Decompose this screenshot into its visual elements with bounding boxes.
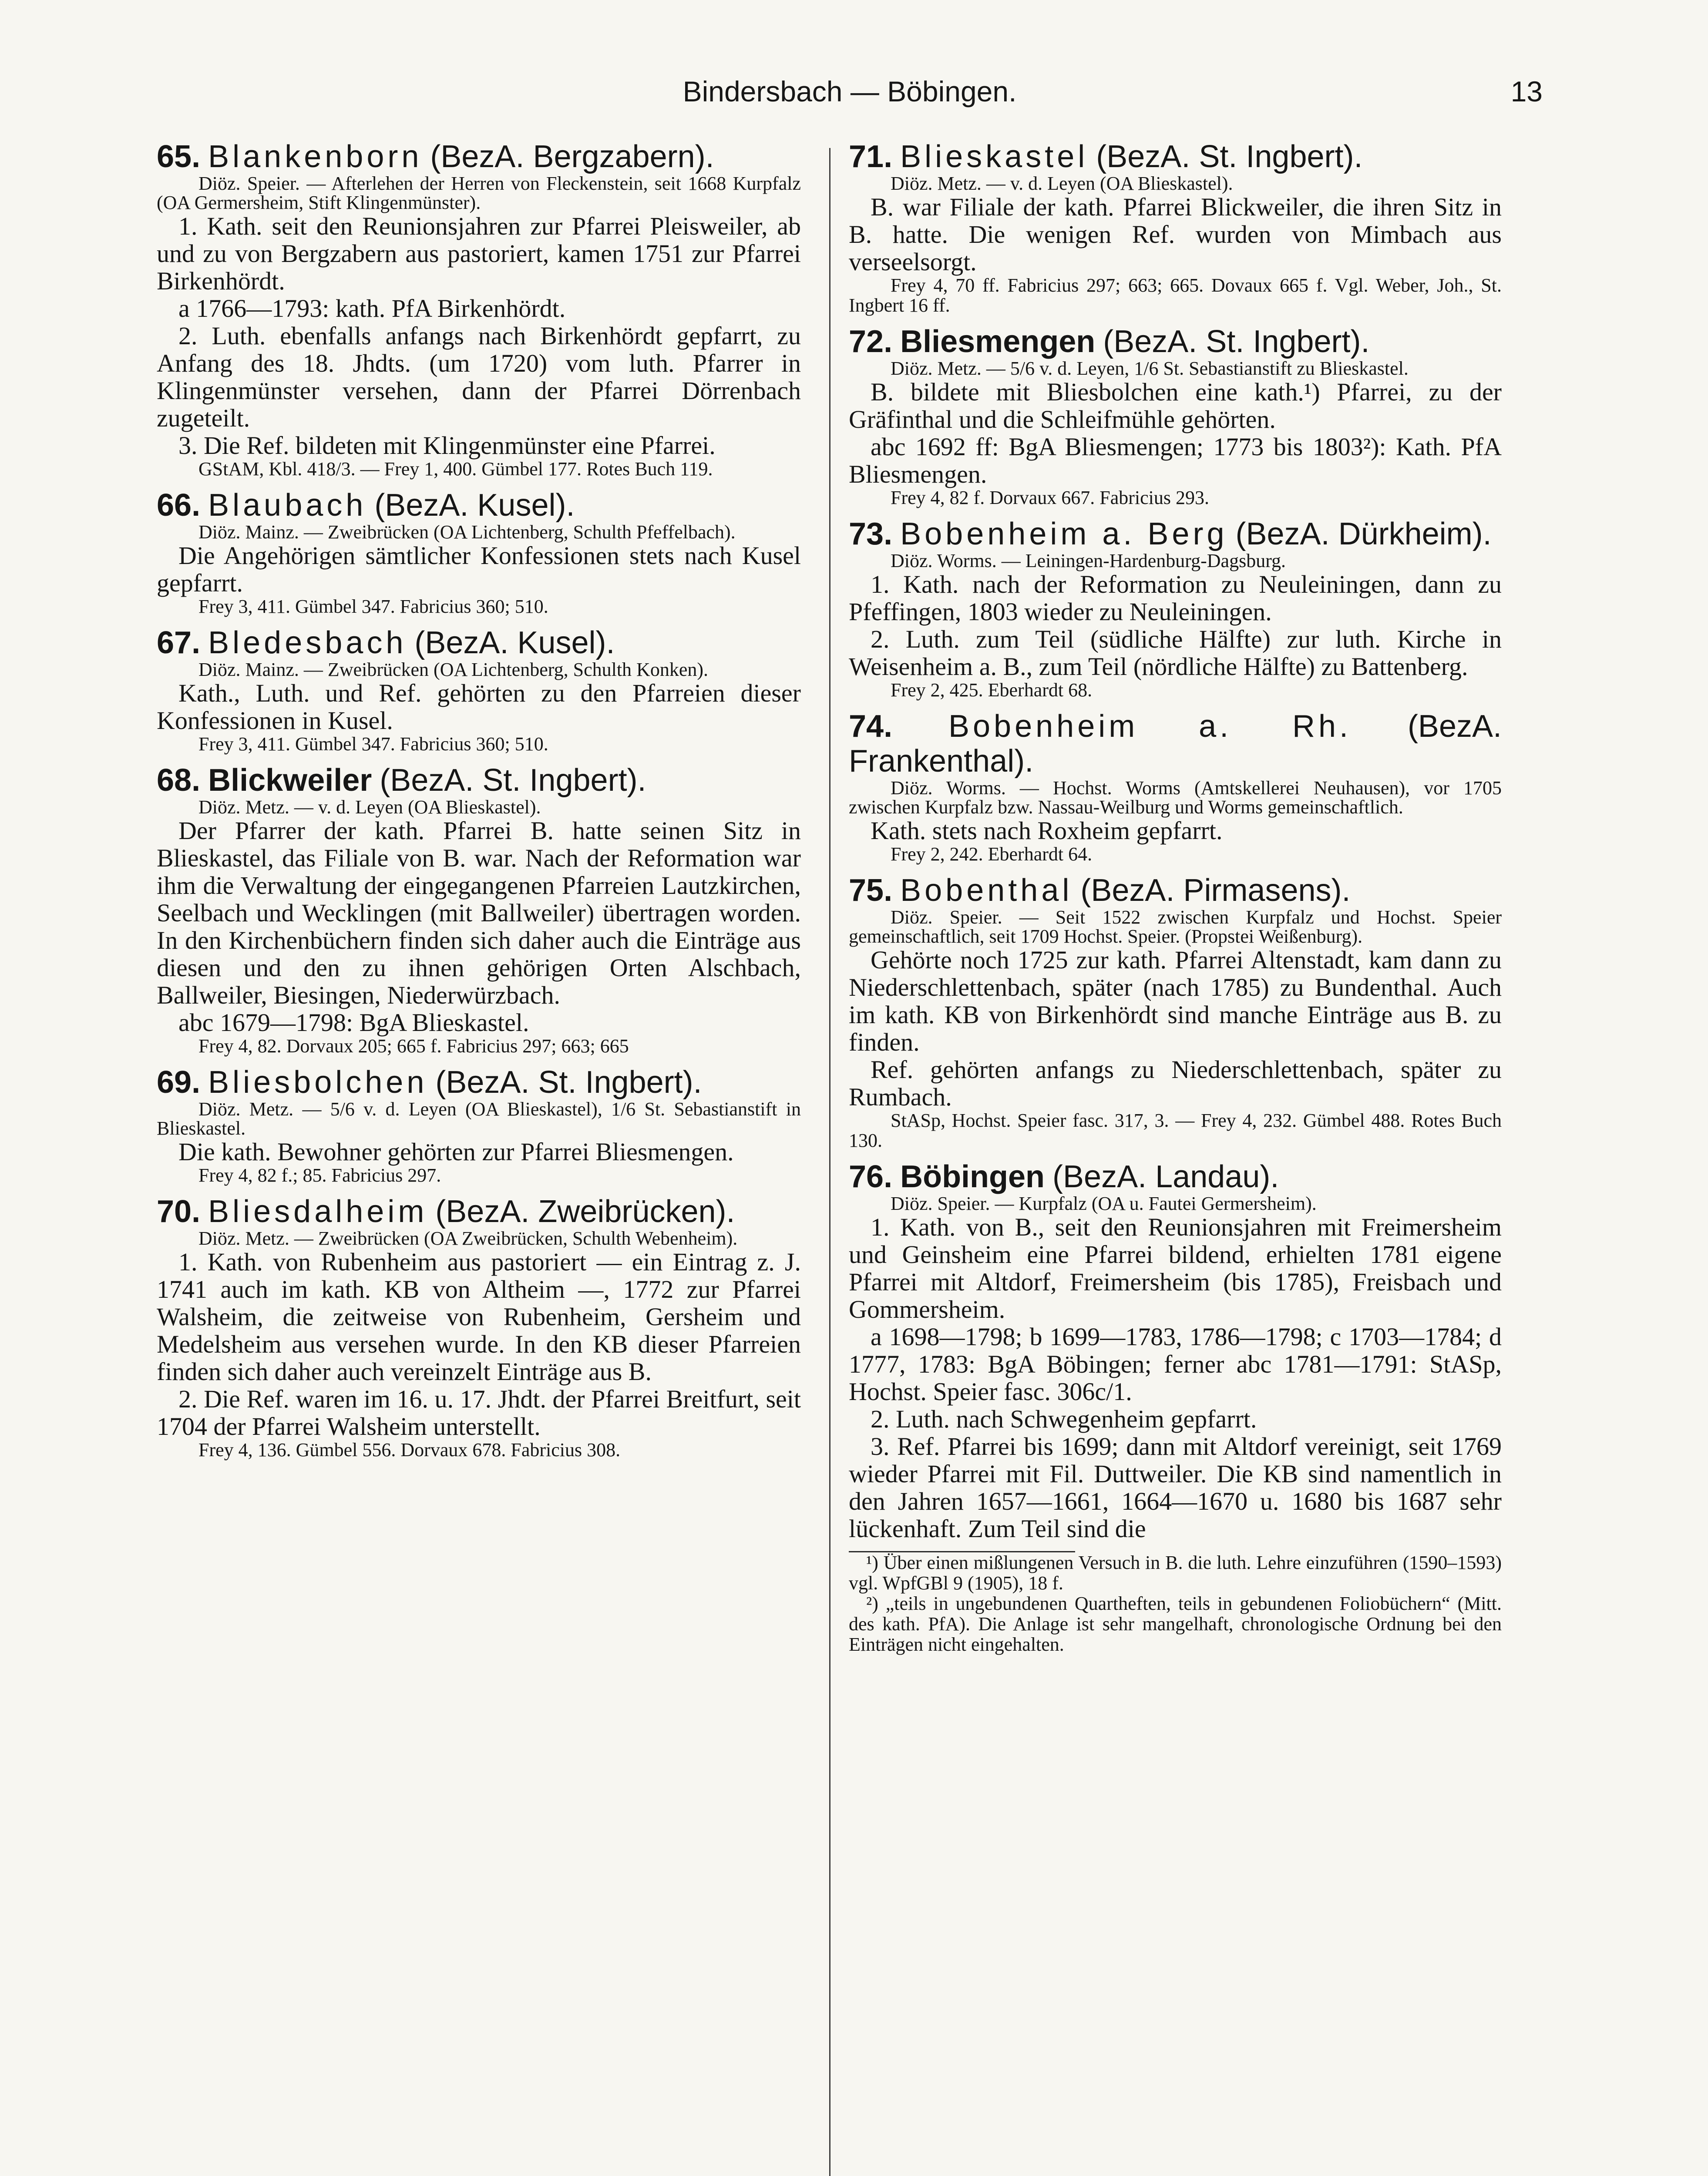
entry-heading xyxy=(849,139,1502,174)
entry-heading xyxy=(849,1159,1502,1194)
entry-heading xyxy=(849,873,1502,908)
page-number: 13 xyxy=(1510,75,1543,107)
entry-paragraph: 3. Ref. Pfarrei bis 1699; dann mit Altdorf vereinigt, seit 1769 wieder Pfarrei mit Fil. Duttweiler. Die KB sind namentlich in den Jahren 1657—1661, 1664—1670 u. 1680 bis 1687 sehr lückenhaft. Zum Teil sind die xyxy=(849,1432,1502,1543)
entry-meta: Diöz. Speier. — Kurpfalz (OA u. Fautei Germersheim). xyxy=(891,1193,1317,1214)
entry-number: 74. xyxy=(849,709,893,744)
entry-number: 70. xyxy=(157,1194,201,1229)
place-name: Bliesmengen xyxy=(900,324,1096,359)
entry-number: 69. xyxy=(157,1065,201,1100)
entry-sources: StASp, Hochst. Speier fasc. 317, 3. — Frey 4, 232. Gümbel 488. Rotes Buch 130. xyxy=(849,1110,1502,1151)
entry-sources: Frey 2, 425. Eberhardt 68. xyxy=(891,679,1093,701)
entry-paragraph: 1. Kath. von B., seit den Reunionsjahren mit Freimersheim und Geinsheim eine Pfarrei bildend, erhielten 1781 eigene Pfarrei mit Altdorf, Freimersheim (bis 1785), Freisbach und Gommersheim. xyxy=(849,1213,1502,1323)
entry-73 xyxy=(849,517,1502,700)
place-name: Bobenheim a. Berg xyxy=(900,517,1228,551)
entry-66 xyxy=(157,488,801,617)
entry-paragraph: Kath., Luth. und Ref. gehörten zu den Pfarreien dieser Konfessionen in Kusel. xyxy=(157,679,801,735)
entry-paragraph: a 1766—1793: kath. PfA Birkenhördt. xyxy=(178,294,566,322)
entry-71 xyxy=(849,139,1502,316)
entry-75 xyxy=(849,873,1502,1151)
entry-meta: Diöz. Metz. — 5/6 v. d. Leyen, 1/6 St. Sebastianstift zu Blieskastel. xyxy=(891,358,1409,379)
entry-number: 66. xyxy=(157,488,201,523)
entry-meta: Diöz. Speier. — Seit 1522 zwischen Kurpfalz und Hochst. Speier gemeinschaftlich, seit 1709 Hochst. Speier. (Propstei Weißenburg). xyxy=(849,907,1502,947)
place-name: Blankenborn xyxy=(208,139,423,174)
entry-heading xyxy=(849,517,1502,551)
entry-heading xyxy=(157,1065,801,1100)
district: (BezA. Pirmasens). xyxy=(1080,873,1351,908)
entry-meta: Diöz. Metz. — 5/6 v. d. Leyen (OA Blieskastel), 1/6 St. Sebastianstift in Blieskastel. xyxy=(157,1098,801,1139)
entry-meta: Diöz. Metz. — v. d. Leyen (OA Blieskastel). xyxy=(198,796,541,818)
place-name: Bledesbach xyxy=(208,625,407,660)
place-name: Bobenthal xyxy=(900,873,1073,908)
entry-paragraph: 1. Kath. nach der Reformation zu Neuleiningen, dann zu Pfeffingen, 1803 wieder zu Neuleiningen. xyxy=(849,570,1502,626)
entry-heading xyxy=(849,709,1502,779)
entry-paragraph: abc 1692 ff: BgA Bliesmengen; 1773 bis 1803²): Kath. PfA Bliesmengen. xyxy=(849,433,1502,488)
entry-68 xyxy=(157,763,801,1056)
entry-sources: Frey 4, 136. Gümbel 556. Dorvaux 678. Fabricius 308. xyxy=(198,1439,621,1461)
district: (BezA. Landau). xyxy=(1052,1159,1279,1194)
place-name: Bliesbolchen xyxy=(208,1065,428,1100)
page-title: Bindersbach — Böbingen. xyxy=(683,75,1017,107)
entry-paragraph: Gehörte noch 1725 zur kath. Pfarrei Altenstadt, kam dann zu Niederschlettenbach, später (nach 1785) zu Bundenthal. Auch im kath. KB von Birkenhördt sind manche Einträge aus B. zu finden. xyxy=(849,946,1502,1056)
place-name: Blieskastel xyxy=(900,139,1089,174)
entry-74 xyxy=(849,709,1502,864)
entry-paragraph: 2. Luth. nach Schwegenheim gepfarrt. xyxy=(871,1405,1257,1433)
entry-number: 67. xyxy=(157,625,201,660)
entry-meta: Diöz. Mainz. — Zweibrücken (OA Lichtenberg, Schulth Pfeffelbach). xyxy=(198,521,736,543)
column-divider xyxy=(829,148,830,2176)
entry-heading xyxy=(157,488,801,523)
entry-number: 73. xyxy=(849,517,893,551)
district: (BezA. St. Ingbert). xyxy=(435,1065,702,1100)
right-column xyxy=(849,139,1502,2176)
entry-paragraph: B. bildete mit Bliesbolchen eine kath.¹) Pfarrei, zu der Gräfinthal und die Schleifmühle gehörten. xyxy=(849,378,1502,433)
entry-heading xyxy=(849,324,1502,359)
entry-number: 71. xyxy=(849,139,893,174)
entry-heading xyxy=(157,625,801,660)
district: (BezA. St. Ingbert). xyxy=(1103,324,1370,359)
entry-paragraph: Kath. stets nach Roxheim gepfarrt. xyxy=(871,816,1223,845)
entry-70 xyxy=(157,1194,801,1460)
entry-paragraph: 3. Die Ref. bildeten mit Klingenmünster eine Pfarrei. xyxy=(178,431,716,460)
entry-number: 68. xyxy=(157,763,201,798)
district: (BezA. Zweibrücken). xyxy=(435,1194,735,1229)
entry-meta: Diöz. Metz. — v. d. Leyen (OA Blieskastel). xyxy=(891,173,1233,194)
entry-paragraph: B. war Filiale der kath. Pfarrei Blickweiler, die ihren Sitz in B. hatte. Die wenigen Ref. wurden von Mimbach aus verseelsorgt. xyxy=(849,193,1502,276)
entry-paragraph: Die kath. Bewohner gehörten zur Pfarrei Bliesmengen. xyxy=(178,1138,734,1166)
entry-sources: Frey 2, 242. Eberhardt 64. xyxy=(891,843,1093,865)
entry-72 xyxy=(849,324,1502,508)
running-header xyxy=(157,65,1543,118)
entry-heading xyxy=(157,763,801,798)
district: (BezA. Dürkheim). xyxy=(1235,517,1492,551)
entry-paragraph: 1. Kath. seit den Reunionsjahren zur Pfarrei Pleisweiler, ab und zu von Bergzabern aus pastoriert, kamen 1751 zur Pfarrei Birkenhördt. xyxy=(157,212,801,295)
place-name: Bliesdalheim xyxy=(208,1194,428,1229)
left-column xyxy=(157,139,801,2176)
entry-sources: Frey 4, 82. Dorvaux 205; 665 f. Fabricius 297; 663; 665 xyxy=(198,1035,629,1057)
entry-heading xyxy=(157,139,801,174)
entry-meta: Diöz. Mainz. — Zweibrücken (OA Lichtenberg, Schulth Konken). xyxy=(198,659,709,680)
entry-sources: GStAM, Kbl. 418/3. — Frey 1, 400. Gümbel 177. Rotes Buch 119. xyxy=(198,458,713,480)
place-name: Blaubach xyxy=(208,488,367,523)
entry-sources: Frey 3, 411. Gümbel 347. Fabricius 360; 510. xyxy=(198,596,548,617)
entry-76 xyxy=(849,1159,1502,1542)
entry-paragraph: Ref. gehörten anfangs zu Niederschlettenbach, später zu Rumbach. xyxy=(849,1055,1502,1111)
district: (BezA. Kusel). xyxy=(374,488,575,523)
district: (BezA. Frankenthal). xyxy=(849,709,1502,779)
entry-paragraph: abc 1679—1798: BgA Blieskastel. xyxy=(178,1008,529,1037)
entry-meta: Diöz. Worms. — Hochst. Worms (Amtskellerei Neuhausen), vor 1705 zwischen Kurpfalz bzw. Nassau-Weilburg und Worms gemeinschaftlich. xyxy=(849,777,1502,818)
entry-65 xyxy=(157,139,801,479)
entry-heading xyxy=(157,1194,801,1229)
district: (BezA. St. Ingbert). xyxy=(380,763,646,798)
entry-paragraph: 2. Luth. ebenfalls anfangs nach Birkenhördt gepfarrt, zu Anfang des 18. Jhdts. (um 1720) vom luth. Pfarrer in Klingenmünster versehen, dann der Pfarrei Dörrenbach zugeteilt. xyxy=(157,322,801,432)
entry-sources: Frey 4, 70 ff. Fabricius 297; 663; 665. Dovaux 665 f. Vgl. Weber, Joh., St. Ingbert 16 ff. xyxy=(849,275,1502,316)
entry-number: 75. xyxy=(849,873,893,908)
entry-number: 76. xyxy=(849,1159,893,1194)
entry-number: 65. xyxy=(157,139,201,174)
entry-69 xyxy=(157,1065,801,1185)
footnote-1: ¹) Über einen mißlungenen Versuch in B. die luth. Lehre einzuführen (1590–1593) vgl. WpfGBl 9 (1905), 18 f. xyxy=(849,1552,1502,1594)
district: (BezA. Kusel). xyxy=(414,625,615,660)
entry-sources: Frey 4, 82 f.; 85. Fabricius 297. xyxy=(198,1165,441,1186)
place-name: Bobenheim a. Rh. xyxy=(948,709,1352,744)
entry-number: 72. xyxy=(849,324,893,359)
entry-meta: Diöz. Worms. — Leiningen-Hardenburg-Dagsburg. xyxy=(891,550,1286,571)
entry-meta: Diöz. Speier. — Afterlehen der Herren von Fleckenstein, seit 1668 Kurpfalz (OA Germersheim, Stift Klingenmünster). xyxy=(157,173,801,213)
entry-sources: Frey 4, 82 f. Dorvaux 667. Fabricius 293. xyxy=(891,487,1210,508)
place-name: Böbingen xyxy=(900,1159,1045,1194)
entry-paragraph: 2. Luth. zum Teil (südliche Hälfte) zur luth. Kirche in Weisenheim a. B., zum Teil (nördliche Hälfte) zu Battenberg. xyxy=(849,625,1502,681)
district: (BezA. St. Ingbert). xyxy=(1096,139,1363,174)
entry-67 xyxy=(157,625,801,754)
footnote-2: ²) „teils in ungebundenen Quartheften, teils in gebundenen Foliobüchern“ (Mitt. des kath. PfA). Die Anlage ist sehr mangelhaft, chronologische Ordnung bei den Einträgen nicht eingehalten. xyxy=(849,1593,1502,1655)
entry-meta: Diöz. Metz. — Zweibrücken (OA Zweibrücken, Schulth Webenheim). xyxy=(198,1228,738,1249)
district: (BezA. Bergzabern). xyxy=(430,139,714,174)
entry-paragraph: 2. Die Ref. waren im 16. u. 17. Jhdt. der Pfarrei Breitfurt, seit 1704 der Pfarrei Walsheim unterstellt. xyxy=(157,1385,801,1441)
entry-paragraph: 1. Kath. von Rubenheim aus pastoriert — ein Eintrag z. J. 1741 auch im kath. KB von Altheim —, 1772 zur Pfarrei Walsheim, die zeitweise von Rubenheim, Gersheim und Medelsheim aus versehen wurde. In den KB dieser Pfarreien finden sich daher auch vereinzelt Einträge aus B. xyxy=(157,1248,801,1386)
entry-sources: Frey 3, 411. Gümbel 347. Fabricius 360; 510. xyxy=(198,733,548,755)
entry-paragraph: a 1698—1798; b 1699—1783, 1786—1798; c 1703—1784; d 1777, 1783: BgA Böbingen; ferner abc 1781—1791: StASp, Hochst. Speier fasc. 306c/1. xyxy=(849,1323,1502,1406)
entry-paragraph: Der Pfarrer der kath. Pfarrei B. hatte seinen Sitz in Blieskastel, das Filiale von B. war. Nach der Reformation war ihm die Verwaltung der eingegangenen Pfarreien Lautzkirchen, Seelbach und Wecklingen (mit Ballweiler) übertragen worden. In den Kirchenbüchern finden sich daher auch die Einträge aus diesen und den zu ihnen gehörigen Orten Alschbach, Ballweiler, Biesingen, Niederwürzbach. xyxy=(157,816,801,1009)
place-name: Blickweiler xyxy=(208,763,372,798)
entry-paragraph: Die Angehörigen sämtlicher Konfessionen stets nach Kusel gepfarrt. xyxy=(157,541,801,597)
